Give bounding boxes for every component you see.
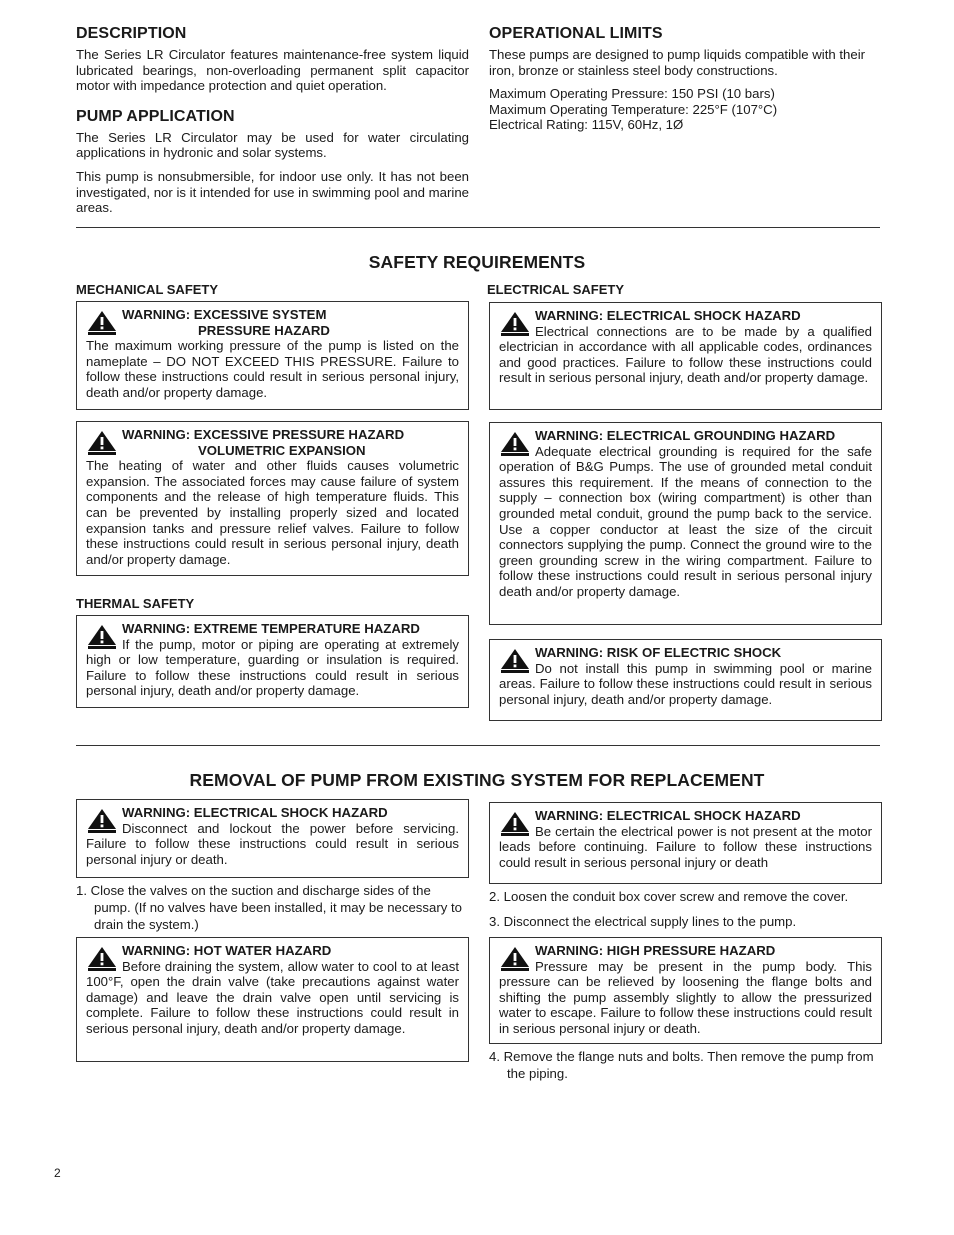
- warning-body: Adequate electrical grounding is required for the safe operation of B&G Pumps. The use of grounded metal conduit assures this requirement. If the means of connection to the supply – connection box (wiring compartment) is other than grounded metal conduit, ground the pump back to the service. Use a copper conductor at least the size of the circuit connectors supplying the pump. Connect the ground wire to the green grounding screw in the wiring compartment. Failure to follow these instructions could result in serious personal injury death and/or property damage.: [499, 443, 872, 599]
- warning-body: The maximum working pressure of the pump is listed on the nameplate – DO NOT EXCEED THIS PRESSURE. Failure to follow these instructions could result in serious personal injury, death and/or property damage.: [86, 338, 459, 400]
- safety-requirements-title: SAFETY REQUIREMENTS: [368, 252, 586, 272]
- warning-title: WARNING: HIGH PRESSURE HAZARD: [535, 943, 776, 958]
- step-text: 1. Close the valves on the suction and discharge sides of the pump. (If no valves have been installed, it may be necessary to drain the system.): [76, 883, 462, 932]
- warning-body: Pressure may be present in the pump body. This pressure can be relieved by loosening the flange bolts and shifting the pump assembly slightly to allow the pressurized water to escape. Failure to follow these instructions could result in serious personal injury or death.: [499, 958, 872, 1036]
- operational-limits-heading: OPERATIONAL LIMITS: [489, 25, 663, 42]
- operational-limits-section: [489, 25, 882, 133]
- warning-triangle-icon: [499, 946, 531, 972]
- description-heading: DESCRIPTION: [76, 25, 187, 42]
- warning-body: Do not install this pump in swimming pool or marine areas. Failure to follow these instructions could result in serious personal injury, death and/or property damage.: [499, 660, 872, 707]
- warning-high-pressure: [489, 937, 882, 1044]
- warning-excessive-pressure-volumetric: [76, 421, 469, 576]
- pump-application-text-2: This pump is nonsubmersible, for indoor use only. It has not been investigated, nor is it intended for use in swimming pool and marine areas.: [76, 168, 469, 216]
- step-text: 4. Remove the flange nuts and bolts. Then remove the pump from the piping.: [489, 1049, 874, 1081]
- warning-triangle-icon: [86, 808, 118, 834]
- pump-application-heading: PUMP APPLICATION: [76, 107, 235, 125]
- warning-body: Electrical connections are to be made by a qualified electrician in accordance with all applicable codes, ordinances and good practices. Failure to follow these instructions could result in serious personal injury, death and/or property damage.: [499, 323, 872, 386]
- warning-title: WARNING: EXTREME TEMPERATURE HAZARD: [122, 621, 420, 636]
- page-number: 2: [54, 1166, 61, 1180]
- warning-body: Before draining the system, allow water to cool to at least 100°F, open the drain valve (take precautions against water damage) and leave the drain valve open until servicing is complete. Failure to follow these instructions could result in serious personal injury, death and/or property damage.: [86, 958, 459, 1036]
- warning-excessive-system-pressure: [76, 301, 469, 410]
- warning-title: WARNING: EXCESSIVE PRESSURE HAZARD: [122, 427, 405, 442]
- warning-body: Disconnect and lockout the power before servicing. Failure to follow these instructions could result in serious personal injury or death.: [86, 820, 459, 867]
- warning-triangle-icon: [86, 310, 118, 336]
- step-text: 2. Loosen the conduit box cover screw and remove the cover.: [489, 889, 849, 904]
- divider-middle: [76, 745, 880, 746]
- warning-electrical-grounding: [489, 422, 882, 625]
- removal-step-4: [489, 1048, 882, 1090]
- warning-extreme-temperature: [76, 615, 469, 708]
- warning-title-line2: VOLUMETRIC EXPANSION: [198, 442, 366, 458]
- pump-application-text-1: The Series LR Circulator may be used for water circulating applications in hydronic and solar systems.: [76, 129, 469, 161]
- warning-triangle-icon: [86, 624, 118, 650]
- warning-title-line2: PRESSURE HAZARD: [198, 322, 330, 338]
- max-temperature-line: Maximum Operating Temperature: 225°F (107°C): [489, 101, 778, 117]
- divider-top: [76, 227, 880, 228]
- warning-title: WARNING: ELECTRICAL SHOCK HAZARD: [535, 808, 801, 823]
- warning-title: WARNING: ELECTRICAL SHOCK HAZARD: [535, 308, 801, 323]
- warning-electrical-shock: [489, 302, 882, 410]
- removal-steps-2-3: [489, 888, 882, 938]
- removal-title: REMOVAL OF PUMP FROM EXISTING SYSTEM FOR REPLACEMENT: [189, 770, 765, 790]
- warning-body: If the pump, motor or piping are operating at extremely high or low temperature, guarding or insulation is required. Failure to follow these instructions could result in serious personal injury, death and/or property damage.: [86, 636, 459, 699]
- warning-triangle-icon: [499, 811, 531, 837]
- warning-body: Be certain the electrical power is not present at the motor leads before continuing. Failure to follow these instructions could result in serious personal injury or death: [499, 823, 872, 870]
- warning-triangle-icon: [499, 311, 531, 337]
- warning-hot-water: [76, 937, 469, 1062]
- removal-step-1: [76, 882, 469, 941]
- electrical-safety-heading: ELECTRICAL SAFETY: [487, 282, 624, 297]
- warning-title: WARNING: EXCESSIVE SYSTEM: [122, 307, 327, 322]
- warning-body: The heating of water and other fluids causes volumetric expansion. The associated forces may cause failure of system components and the release of high temperature fluids. This can be prevented by installing properly sized and located expansion tanks and pressure relief valves. Failure to follow these instructions could result in serious personal injury, death and/or property damage.: [86, 458, 459, 567]
- warning-title: WARNING: ELECTRICAL SHOCK HAZARD: [122, 805, 388, 820]
- operational-limits-text: These pumps are designed to pump liquids compatible with their iron, bronze or stainless steel body constructions.: [489, 47, 866, 78]
- warning-motor-leads-power: [489, 802, 882, 884]
- warning-triangle-icon: [86, 430, 118, 456]
- warning-risk-electric-shock: [489, 639, 882, 721]
- electrical-rating-line: Electrical Rating: 115V, 60Hz, 1Ø: [489, 117, 684, 133]
- max-pressure-line: Maximum Operating Pressure: 150 PSI (10 bars): [489, 86, 775, 102]
- description-section: [76, 25, 469, 224]
- warning-title: WARNING: ELECTRICAL GROUNDING HAZARD: [535, 428, 836, 443]
- mechanical-safety-heading: MECHANICAL SAFETY: [76, 282, 219, 297]
- thermal-safety-heading: THERMAL SAFETY: [76, 596, 195, 611]
- warning-triangle-icon: [86, 946, 118, 972]
- warning-triangle-icon: [499, 648, 531, 674]
- warning-title: WARNING: HOT WATER HAZARD: [122, 943, 332, 958]
- description-text: The Series LR Circulator features maintenance-free system liquid lubricated bearings, non-overloading permanent split capacitor motor with impedance protection and quiet operation.: [76, 47, 469, 94]
- warning-disconnect-power: [76, 799, 469, 878]
- warning-triangle-icon: [499, 431, 531, 457]
- step-text: 3. Disconnect the electrical supply lines to the pump.: [489, 914, 797, 929]
- warning-title: WARNING: RISK OF ELECTRIC SHOCK: [535, 645, 782, 660]
